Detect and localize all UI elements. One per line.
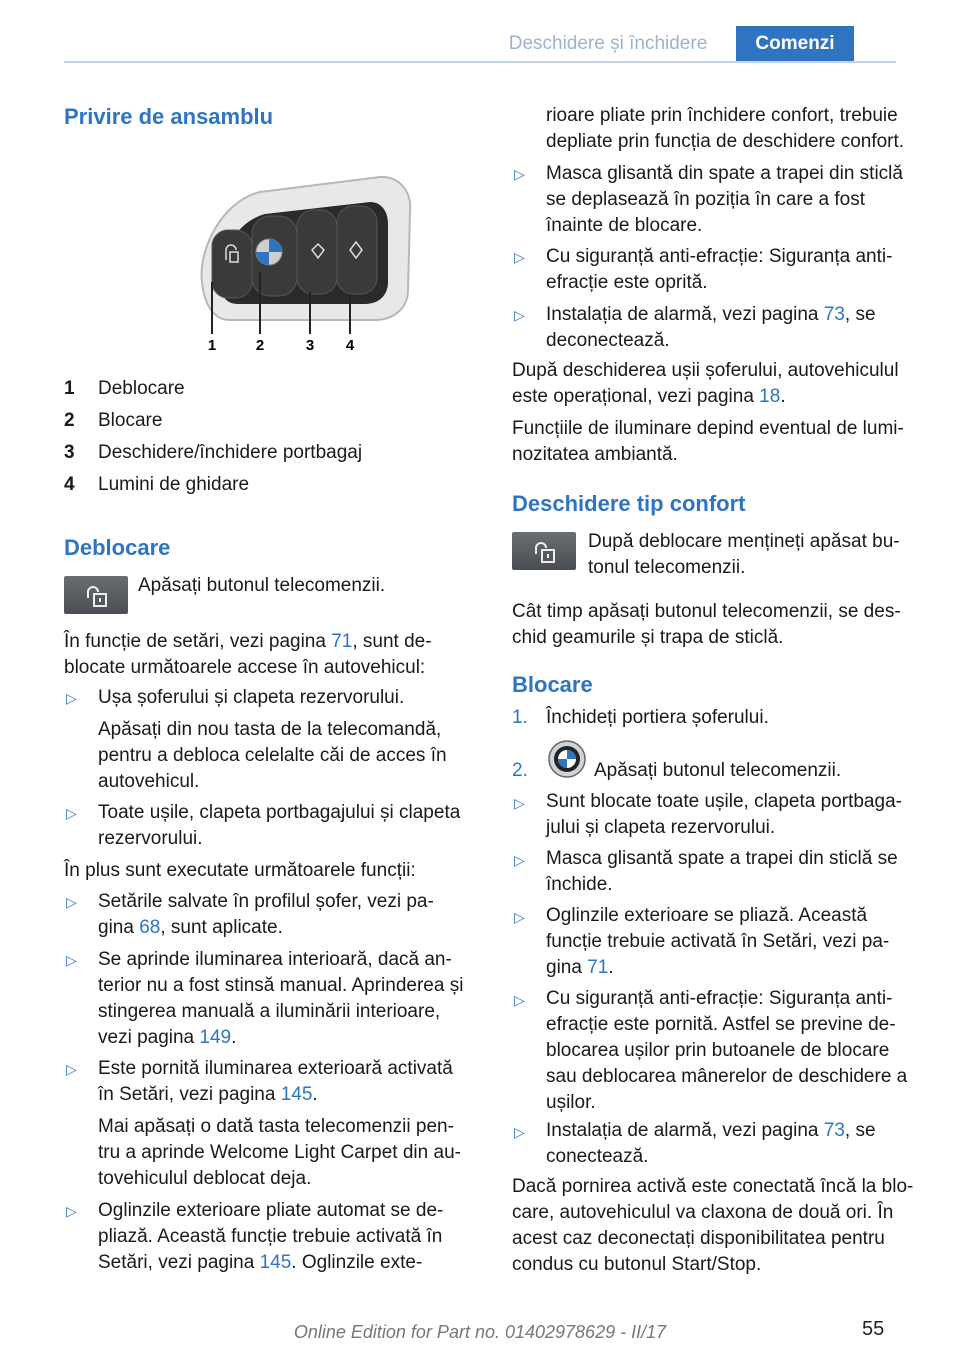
heading-comfort-opening: Deschidere tip confort [512, 491, 746, 516]
comfort-instruction: După deblocare mențineți apăsat bu- [588, 531, 900, 552]
text: este operațional, vezi pagina [512, 386, 760, 407]
page-number: 55 [862, 1318, 885, 1340]
bullet-text: terior nu a fost stinsă manual. Aprinderea și [98, 975, 464, 996]
bullet-triangle-icon: ▷ [514, 909, 525, 925]
bullet-text: Sunt blocate toate ușile, clapeta portbaga- [546, 791, 902, 812]
page-link-145[interactable]: 145 [259, 1252, 292, 1273]
paragraph: condus cu butonul Start/Stop. [512, 1254, 762, 1275]
paragraph: care, autovehiculul va claxona de două ori. În [512, 1202, 894, 1223]
bullet-text: înainte de blocare. [546, 215, 703, 236]
bullet-text: Se aprinde iluminarea interioară, dacă an- [98, 949, 452, 970]
legend-num-4: 4 [64, 474, 75, 495]
bullet-triangle-icon: ▷ [514, 852, 525, 868]
bullet-text [546, 1118, 876, 1145]
text: . Oglinzile exte- [291, 1252, 423, 1273]
bullet-text [98, 915, 283, 942]
bullet-text: sau deblocarea mânerelor de deschidere a [546, 1066, 908, 1087]
bullet-subtext: autovehicul. [98, 771, 200, 792]
header-divider [64, 61, 896, 63]
paragraph: acest caz deconectați disponibilitatea pentru [512, 1228, 885, 1249]
page-link-73[interactable]: 73 [823, 304, 845, 325]
bullet-text: Cu siguranță anti-efracție: Siguranța anti- [546, 988, 893, 1009]
bullet-text: se deplasează în poziția în care a fost [546, 189, 865, 210]
key-fob-illustration [190, 172, 420, 358]
step-number-2: 2. [512, 760, 528, 781]
text: , sunt aplicate. [160, 917, 283, 938]
bullet-triangle-icon: ▷ [66, 952, 77, 968]
paragraph [64, 629, 432, 656]
header-chapter-tab: Comenzi [736, 26, 854, 62]
footer-edition: Online Edition for Part no. 01402978629 - II/17 [293, 1322, 667, 1342]
paragraph: Dacă pornirea activă este conectată încă la blo- [512, 1176, 914, 1197]
legend-num-1: 1 [64, 378, 75, 399]
bullet-text: blocarea ușilor prin butoanele de blocare [546, 1040, 890, 1061]
unlock-icon [64, 576, 128, 614]
bullet-text: jului și clapeta rezervorului. [546, 817, 776, 838]
bullet-text: ușilor. [546, 1092, 596, 1113]
text: , se [844, 304, 876, 325]
bullet-subtext: Mai apăsați o dată tasta telecomenzii pen- [98, 1116, 454, 1137]
bullet-text [546, 302, 876, 329]
header-section: Deschidere și închidere [508, 33, 708, 54]
bullet-text [546, 955, 614, 982]
page-link-71[interactable]: 71 [331, 631, 353, 652]
heading-lock: Blocare [512, 672, 593, 697]
bullet-subtext: pentru a debloca celelalte căi de acces în [98, 745, 447, 766]
bullet-triangle-icon: ▷ [66, 805, 77, 821]
step-text-2: Apăsați butonul telecomenzii. [594, 760, 842, 781]
guide-lights-button [337, 206, 377, 294]
bullet-text: Masca glisantă din spate a trapei din sticlă [546, 163, 903, 184]
paragraph: Funcțiile de iluminare depind eventual de lumi- [512, 418, 904, 439]
bullet-text: deconectează. [546, 330, 670, 351]
bullet-triangle-icon: ▷ [66, 1061, 77, 1077]
heading-unlock: Deblocare [64, 535, 171, 560]
paragraph: nozitatea ambiantă. [512, 444, 678, 465]
legend-text-1: Deblocare [98, 378, 185, 399]
bullet-text: închide. [546, 874, 613, 895]
bullet-text: Masca glisantă spate a trapei din sticlă se [546, 848, 898, 869]
callout-3: 3 [305, 337, 315, 354]
text: , sunt de- [352, 631, 432, 652]
legend-text-4: Lumini de ghidare [98, 474, 250, 495]
bullet-triangle-icon: ▷ [66, 894, 77, 910]
legend-num-3: 3 [64, 442, 75, 463]
bullet-text: depliate prin funcția de deschidere confort. [546, 131, 905, 152]
bullet-text [98, 1082, 318, 1109]
paragraph: Cât timp apăsați butonul telecomenzii, se des- [512, 601, 901, 622]
paragraph [512, 384, 786, 411]
text: Instalația de alarmă, vezi pagina [546, 304, 824, 325]
bullet-subtext: tru a aprinde Welcome Light Carpet din au- [98, 1142, 461, 1163]
bullet-text: conectează. [546, 1146, 649, 1167]
text: , se [844, 1120, 876, 1141]
bullet-text: Oglinzile exterioare se pliază. Această [546, 905, 868, 926]
bullet-text: funcție trebuie activată în Setări, vezi pa- [546, 931, 890, 952]
text: Setări, vezi pagina [98, 1252, 260, 1273]
text: vezi pagina [98, 1027, 200, 1048]
bullet-text: Cu siguranță anti-efracție: Siguranța anti- [546, 246, 893, 267]
comfort-instruction: tonul telecomenzii. [588, 557, 746, 578]
step-text-1: Închideți portiera șoferului. [546, 707, 769, 728]
text: în Setări, vezi pagina [98, 1084, 281, 1105]
trunk-button [297, 210, 337, 294]
bullet-subtext: Apăsați din nou tasta de la telecomandă, [98, 719, 442, 740]
bullet-text: Oglinzile exterioare pliate automat se de- [98, 1200, 444, 1221]
bullet-triangle-icon: ▷ [514, 166, 525, 182]
page-link-68[interactable]: 68 [139, 917, 161, 938]
legend-text-3: Deschidere/închidere portbagaj [98, 442, 363, 463]
bullet-text: Este pornită iluminarea exterioară activată [98, 1058, 453, 1079]
text: . [608, 957, 614, 978]
bullet-text: rezervorului. [98, 828, 203, 849]
text: . [312, 1084, 318, 1105]
text: Instalația de alarmă, vezi pagina [546, 1120, 824, 1141]
paragraph: După deschiderea ușii șoferului, autovehiculul [512, 360, 899, 381]
step-number-1: 1. [512, 707, 528, 728]
bullet-triangle-icon: ▷ [66, 690, 77, 706]
text: În funcție de setări, vezi pagina [64, 631, 332, 652]
bullet-triangle-icon: ▷ [514, 307, 525, 323]
unlock-icon [512, 532, 576, 570]
bullet-text [98, 1025, 236, 1052]
page-link-18[interactable]: 18 [759, 386, 781, 407]
callout-1: 1 [207, 337, 217, 354]
bullet-triangle-icon: ▷ [66, 1203, 77, 1219]
bullet-triangle-icon: ▷ [514, 992, 525, 1008]
legend-text-2: Blocare [98, 410, 163, 431]
page-link-73[interactable]: 73 [823, 1120, 845, 1141]
callout-4: 4 [345, 337, 355, 354]
bullet-text: pliază. Această funcție trebuie activată în [98, 1226, 443, 1247]
bullet-triangle-icon: ▷ [514, 795, 525, 811]
unlock-instruction: Apăsați butonul telecomenzii. [138, 575, 386, 596]
bullet-text: efracție este oprită. [546, 272, 708, 293]
unlock-button [212, 230, 252, 298]
paragraph: În plus sunt executate următoarele funcții: [64, 860, 416, 881]
heading-overview: Privire de ansamblu [64, 104, 274, 129]
bullet-subtext: tovehiculul deblocat deja. [98, 1168, 312, 1189]
bullet-triangle-icon: ▷ [514, 1124, 525, 1140]
bullet-text [98, 1250, 422, 1277]
page-link-149[interactable]: 149 [199, 1027, 232, 1048]
bullet-text: stingerea manuală a iluminării interioare, [98, 1001, 441, 1022]
callout-2: 2 [255, 337, 265, 354]
text: gina [98, 917, 140, 938]
bullet-text: rioare pliate prin închidere confort, trebuie [546, 105, 898, 126]
page-link-145[interactable]: 145 [280, 1084, 313, 1105]
text: gina [546, 957, 588, 978]
bmw-logo-icon [548, 740, 586, 778]
bullet-text: Ușa șoferului și clapeta rezervorului. [98, 687, 405, 708]
paragraph: blocate următoarele accese în autovehicul: [64, 657, 426, 678]
page-link-71[interactable]: 71 [587, 957, 609, 978]
bullet-text: efracție este pornită. Astfel se previne de- [546, 1014, 896, 1035]
bullet-triangle-icon: ▷ [514, 249, 525, 265]
text: . [231, 1027, 237, 1048]
paragraph: chid geamurile și trapa de sticlă. [512, 627, 784, 648]
legend-num-2: 2 [64, 410, 75, 431]
text: . [780, 386, 786, 407]
bullet-text: Setările salvate în profilul șofer, vezi pa- [98, 891, 434, 912]
bullet-text: Toate ușile, clapeta portbagajului și clapeta [98, 802, 461, 823]
